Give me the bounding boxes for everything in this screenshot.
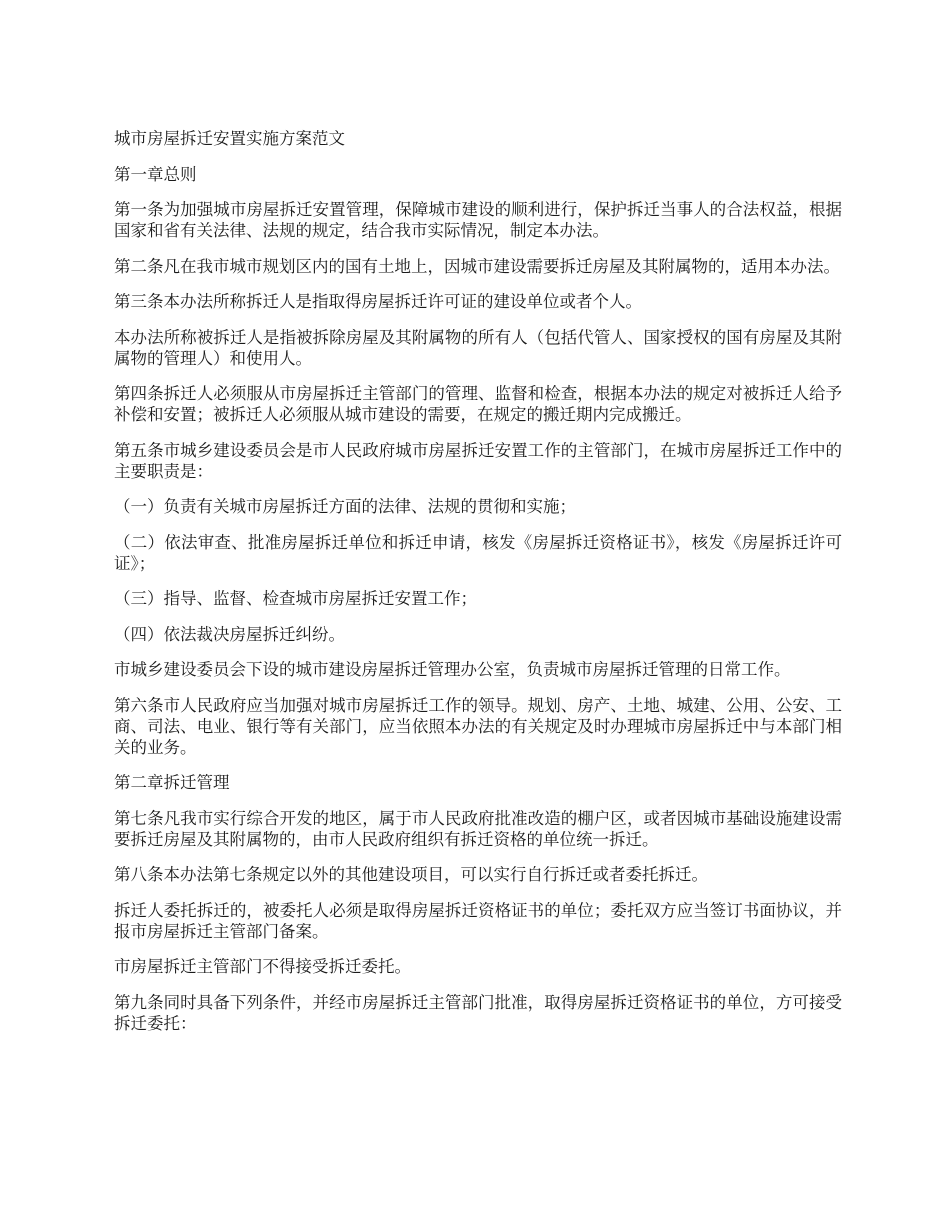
list-item: （二）依法审查、批准房屋拆迁单位和拆迁申请，核发《房屋拆迁资格证书》，核发《房屋拆迁许可证》； xyxy=(114,532,842,573)
article-paragraph: 拆迁人委托拆迁的，被委托人必须是取得房屋拆迁资格证书的单位；委托双方应当签订书面协议，并报市房屋拆迁主管部门备案。 xyxy=(114,900,842,941)
document-title: 城市房屋拆迁安置实施方案范文 xyxy=(114,129,345,148)
article-paragraph: 第二条凡在我市城市规划区内的国有土地上，因城市建设需要拆迁房屋及其附属物的，适用本办法。 xyxy=(114,256,840,276)
article-paragraph: 本办法所称被拆迁人是指被拆除房屋及其附属物的所有人（包括代管人、国家授权的国有房屋及其附属物的管理人）和使用人。 xyxy=(114,327,842,368)
document-page xyxy=(114,128,842,1048)
article-paragraph: 市城乡建设委员会下设的城市建设房屋拆迁管理办公室，负责城市房屋拆迁管理的日常工作。 xyxy=(114,660,791,679)
article-paragraph: 第四条拆迁人必须服从市房屋拆迁主管部门的管理、监督和检查，根据本办法的规定对被拆迁人给予补偿和安置；被拆迁人必须服从城市建设的需要，在规定的搬迁期内完成搬迁。 xyxy=(114,384,842,424)
article-paragraph: 第八条本办法第七条规定以外的其他建设项目，可以实行自行拆迁或者委托拆迁。 xyxy=(114,865,708,884)
article-paragraph: 第一条为加强城市房屋拆迁安置管理，保障城市建设的顺利进行，保护拆迁当事人的合法权益，根据国家和省有关法律、法规的规定，结合我市实际情况，制定本办法。 xyxy=(114,200,842,240)
article-paragraph: 第三条本办法所称拆迁人是指取得房屋拆迁许可证的建设单位或者个人。 xyxy=(114,292,642,311)
chapter-heading: 第二章拆迁管理 xyxy=(114,773,230,792)
article-paragraph: 第九条同时具备下列条件，并经市房屋拆迁主管部门批准，取得房屋拆迁资格证书的单位，方可接受拆迁委托： xyxy=(114,992,842,1033)
chapter-heading: 第一章总则 xyxy=(114,164,197,184)
article-paragraph: 市房屋拆迁主管部门不得接受拆迁委托。 xyxy=(114,957,411,976)
list-item: （四）依法裁决房屋拆迁纠纷。 xyxy=(114,624,345,644)
list-item: （一）负责有关城市房屋拆迁方面的法律、法规的贯彻和实施； xyxy=(114,497,576,516)
article-paragraph: 第六条市人民政府应当加强对城市房屋拆迁工作的领导。规划、房产、土地、城建、公用、公安、工商、司法、电业、银行等有关部门，应当依照本办法的有关规定及时办理城市房屋拆迁中与本部门相关的业务。 xyxy=(114,695,842,757)
list-item: （三）指导、监督、检查城市房屋拆迁安置工作； xyxy=(114,589,477,608)
article-paragraph: 第七条凡我市实行综合开发的地区，属于市人民政府批准改造的棚户区，或者因城市基础设施建设需要拆迁房屋及其附属物的，由市人民政府组织有拆迁资格的单位统一拆迁。 xyxy=(114,808,842,849)
article-paragraph: 第五条市城乡建设委员会是市人民政府城市房屋拆迁安置工作的主管部门，在城市房屋拆迁工作中的主要职责是： xyxy=(114,440,842,481)
